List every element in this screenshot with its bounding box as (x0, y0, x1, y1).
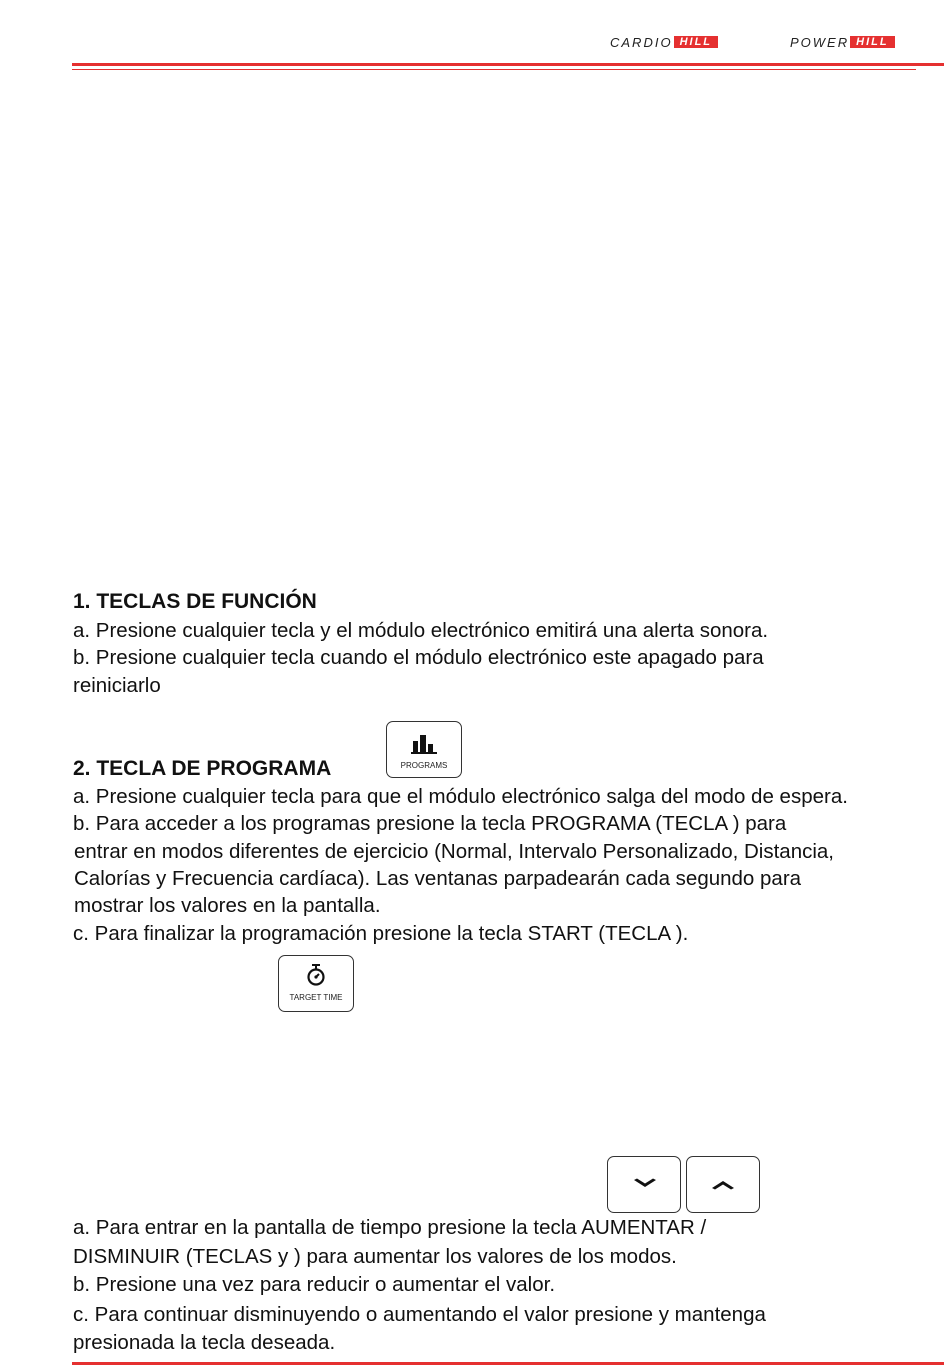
paragraph-line: b. Presione cualquier tecla cuando el módulo electrónico este apagado para (73, 646, 764, 669)
footer-rule (72, 1362, 944, 1365)
paragraph-line: reiniciarlo (73, 674, 161, 697)
programs-key-label: PROGRAMS (400, 761, 448, 770)
brand-logo-cardiohill (610, 35, 718, 49)
up-key (686, 1156, 760, 1213)
brand-box: HILL (674, 36, 718, 48)
target-time-key-label: TARGET TIME (289, 993, 343, 1002)
paragraph-line: c. Para finalizar la programación presione la tecla START (TECLA ). (73, 922, 689, 945)
section-title-function-keys: 1. TECLAS DE FUNCIÓN (73, 590, 317, 613)
paragraph-line: a. Presione cualquier tecla para que el módulo electrónico salga del modo de espera. (73, 785, 848, 808)
header-rule (72, 63, 944, 66)
brand-word: CARDIO (610, 34, 673, 50)
brand-word: POWER (790, 34, 850, 50)
paragraph-line: entrar en modos diferentes de ejercicio (Normal, Intervalo Personalizado, Distancia, (74, 840, 835, 863)
chevron-up-icon (711, 1178, 735, 1190)
brand-box: HILL (850, 36, 894, 48)
header-rule-thin (72, 69, 916, 70)
stopwatch-icon (306, 963, 326, 987)
paragraph-line: DISMINUIR (TECLAS y ) para aumentar los valores de los modos. (73, 1245, 677, 1268)
brand-logo-powerhill (790, 35, 895, 49)
paragraph-line: a. Presione cualquier tecla y el módulo electrónico emitirá una alerta sonora. (73, 619, 769, 642)
paragraph-line: c. Para continuar disminuyendo o aumentando el valor presione y mantenga (73, 1303, 766, 1326)
paragraph-line: mostrar los valores en la pantalla. (74, 894, 381, 917)
target-time-key (278, 955, 354, 1012)
chevron-down-icon (633, 1178, 657, 1190)
down-key (607, 1156, 681, 1213)
section-title-program-key: 2. TECLA DE PROGRAMA (73, 757, 332, 780)
paragraph-line: b. Presione una vez para reducir o aumentar el valor. (73, 1273, 556, 1296)
paragraph-line: a. Para entrar en la pantalla de tiempo presione la tecla AUMENTAR / (73, 1216, 707, 1239)
paragraph-line: b. Para acceder a los programas presione la tecla PROGRAMA (TECLA ) para (73, 812, 787, 835)
paragraph-line: Calorías y Frecuencia cardíaca). Las ventanas parpadearán cada segundo para (74, 867, 802, 890)
bar-chart-icon (411, 733, 437, 755)
paragraph-line: presionada la tecla deseada. (73, 1331, 336, 1354)
programs-key (386, 721, 462, 778)
